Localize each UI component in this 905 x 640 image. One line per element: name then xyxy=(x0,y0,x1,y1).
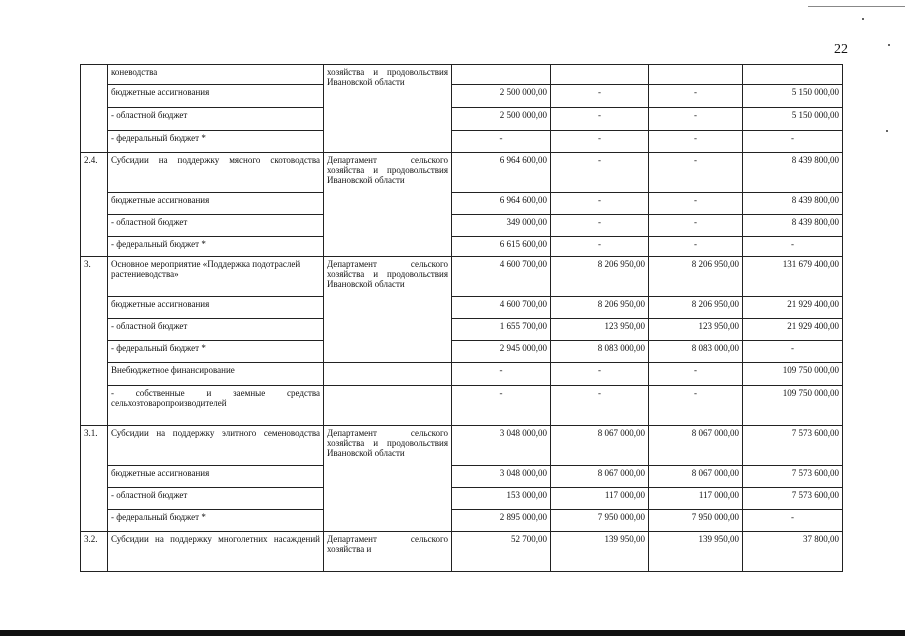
amount-cell: - xyxy=(551,108,649,131)
amount-cell xyxy=(452,65,551,85)
amount-cell: 6 964 600,00 xyxy=(452,153,551,193)
amount-cell: 8 083 000,00 xyxy=(551,341,649,363)
program-name: - областной бюджет xyxy=(108,215,324,237)
amount-cell: - xyxy=(452,386,551,426)
amount-cell: - xyxy=(743,510,843,532)
amount-cell: 8 067 000,00 xyxy=(649,426,743,466)
amount-cell: 5 150 000,00 xyxy=(743,108,843,131)
amount-cell: 131 679 400,00 xyxy=(743,257,843,297)
table-row xyxy=(81,386,843,426)
amount-cell: 2 895 000,00 xyxy=(452,510,551,532)
amount-cell: 3 048 000,00 xyxy=(452,426,551,466)
table-row xyxy=(81,257,843,297)
amount-cell: 109 750 000,00 xyxy=(743,363,843,386)
responsible-department xyxy=(324,153,452,257)
amount-cell xyxy=(649,65,743,85)
table-row xyxy=(81,85,843,108)
program-name: коневодства xyxy=(108,65,324,85)
amount-cell: 8 206 950,00 xyxy=(551,297,649,319)
program-name: - собственные и заемные средства сельхозтоваропроизводителей xyxy=(108,386,324,426)
table-row xyxy=(81,466,843,488)
amount-cell: 8 067 000,00 xyxy=(551,426,649,466)
program-name: бюджетные ассигнования xyxy=(108,85,324,108)
amount-cell: 8 439 800,00 xyxy=(743,153,843,193)
row-number xyxy=(81,65,108,153)
budget-table xyxy=(80,64,843,572)
department-text: Департамент сельского хозяйства и продовольствия Ивановской области xyxy=(327,155,448,185)
amount-cell: - xyxy=(649,237,743,257)
amount-cell: - xyxy=(649,85,743,108)
amount-cell: 8 206 950,00 xyxy=(649,297,743,319)
amount-cell: 2 500 000,00 xyxy=(452,85,551,108)
amount-cell: - xyxy=(649,108,743,131)
department-text: Департамент сельского хозяйства и xyxy=(327,534,448,554)
amount-cell: 123 950,00 xyxy=(649,319,743,341)
amount-cell: 8 206 950,00 xyxy=(649,257,743,297)
amount-cell: 109 750 000,00 xyxy=(743,386,843,426)
scan-speck xyxy=(886,130,888,132)
amount-cell: - xyxy=(649,363,743,386)
department-text: Департамент сельского хозяйства и продовольствия Ивановской области xyxy=(327,428,448,458)
amount-cell: 153 000,00 xyxy=(452,488,551,510)
amount-cell: - xyxy=(551,153,649,193)
empty-department-cell xyxy=(324,386,452,426)
amount-cell: 7 573 600,00 xyxy=(743,488,843,510)
amount-cell: 7 573 600,00 xyxy=(743,466,843,488)
amount-cell: 8 067 000,00 xyxy=(649,466,743,488)
amount-cell: 349 000,00 xyxy=(452,215,551,237)
table-row xyxy=(81,363,843,386)
amount-cell: 37 800,00 xyxy=(743,532,843,572)
amount-cell: 21 929 400,00 xyxy=(743,319,843,341)
program-name: бюджетные ассигнования xyxy=(108,297,324,319)
program-name: Субсидии на поддержку элитного семеноводства xyxy=(108,426,324,466)
table-row xyxy=(81,215,843,237)
row-number: 3.2. xyxy=(81,532,108,572)
program-name: - федеральный бюджет * xyxy=(108,131,324,153)
amount-cell: 4 600 700,00 xyxy=(452,257,551,297)
program-name: Субсидии на поддержку многолетних насаждений xyxy=(108,532,324,572)
scan-speck xyxy=(862,18,864,20)
table-row xyxy=(81,426,843,466)
amount-cell: 8 083 000,00 xyxy=(649,341,743,363)
table-row xyxy=(81,319,843,341)
amount-cell: 8 439 800,00 xyxy=(743,193,843,215)
amount-cell: - xyxy=(743,237,843,257)
table-row xyxy=(81,532,843,572)
amount-cell: 5 150 000,00 xyxy=(743,85,843,108)
amount-cell: - xyxy=(649,131,743,153)
department-text: хозяйства и продовольствия Ивановской области xyxy=(327,67,448,87)
amount-cell: - xyxy=(452,131,551,153)
amount-cell: 123 950,00 xyxy=(551,319,649,341)
amount-cell: - xyxy=(551,215,649,237)
amount-cell: - xyxy=(551,237,649,257)
responsible-department xyxy=(324,532,452,572)
amount-cell: 1 655 700,00 xyxy=(452,319,551,341)
amount-cell: 8 439 800,00 xyxy=(743,215,843,237)
amount-cell: - xyxy=(551,193,649,215)
row-number: 2.4. xyxy=(81,153,108,257)
program-name: - федеральный бюджет * xyxy=(108,510,324,532)
amount-cell: 6 964 600,00 xyxy=(452,193,551,215)
program-name: - областной бюджет xyxy=(108,108,324,131)
table-row xyxy=(81,510,843,532)
page-number: 22 xyxy=(834,42,848,57)
table-row xyxy=(81,131,843,153)
amount-cell: 117 000,00 xyxy=(649,488,743,510)
program-name: - областной бюджет xyxy=(108,488,324,510)
amount-cell xyxy=(551,65,649,85)
amount-cell: - xyxy=(452,363,551,386)
row-number: 3.1. xyxy=(81,426,108,532)
amount-cell: 2 945 000,00 xyxy=(452,341,551,363)
responsible-department xyxy=(324,257,452,363)
table-row xyxy=(81,488,843,510)
amount-cell: - xyxy=(551,85,649,108)
department-text: Департамент сельского хозяйства и продовольствия Ивановской области xyxy=(327,259,448,289)
scan-bottom-edge xyxy=(0,630,905,636)
amount-cell: 8 206 950,00 xyxy=(551,257,649,297)
amount-cell: 6 615 600,00 xyxy=(452,237,551,257)
program-name: Внебюджетное финансирование xyxy=(108,363,324,386)
empty-department-cell xyxy=(324,363,452,386)
amount-cell: 139 950,00 xyxy=(649,532,743,572)
amount-cell: 3 048 000,00 xyxy=(452,466,551,488)
amount-cell: - xyxy=(649,153,743,193)
table-row xyxy=(81,193,843,215)
amount-cell: 8 067 000,00 xyxy=(551,466,649,488)
row-number: 3. xyxy=(81,257,108,426)
table-row xyxy=(81,153,843,193)
program-name: - федеральный бюджет * xyxy=(108,237,324,257)
amount-cell xyxy=(743,65,843,85)
program-name: - областной бюджет xyxy=(108,319,324,341)
scan-edge-line xyxy=(808,6,905,7)
responsible-department xyxy=(324,65,452,153)
amount-cell: - xyxy=(551,131,649,153)
amount-cell: - xyxy=(649,193,743,215)
amount-cell: - xyxy=(551,386,649,426)
amount-cell: 52 700,00 xyxy=(452,532,551,572)
amount-cell: 4 600 700,00 xyxy=(452,297,551,319)
program-name: - федеральный бюджет * xyxy=(108,341,324,363)
amount-cell: 7 950 000,00 xyxy=(649,510,743,532)
program-name: Субсидии на поддержку мясного скотоводства xyxy=(108,153,324,193)
amount-cell: - xyxy=(649,215,743,237)
amount-cell: 2 500 000,00 xyxy=(452,108,551,131)
amount-cell: 139 950,00 xyxy=(551,532,649,572)
amount-cell: - xyxy=(649,386,743,426)
amount-cell: 7 950 000,00 xyxy=(551,510,649,532)
table-row xyxy=(81,237,843,257)
amount-cell: 21 929 400,00 xyxy=(743,297,843,319)
table-row xyxy=(81,65,843,85)
program-name: бюджетные ассигнования xyxy=(108,193,324,215)
scan-speck xyxy=(888,44,890,46)
amount-cell: - xyxy=(743,341,843,363)
table-row xyxy=(81,108,843,131)
program-name: бюджетные ассигнования xyxy=(108,466,324,488)
table-row xyxy=(81,297,843,319)
responsible-department xyxy=(324,426,452,532)
amount-cell: - xyxy=(551,363,649,386)
program-name: Основное мероприятие «Поддержка подотраслей растениеводства» xyxy=(108,257,324,297)
table-row xyxy=(81,341,843,363)
amount-cell: 7 573 600,00 xyxy=(743,426,843,466)
amount-cell: 117 000,00 xyxy=(551,488,649,510)
amount-cell: - xyxy=(743,131,843,153)
